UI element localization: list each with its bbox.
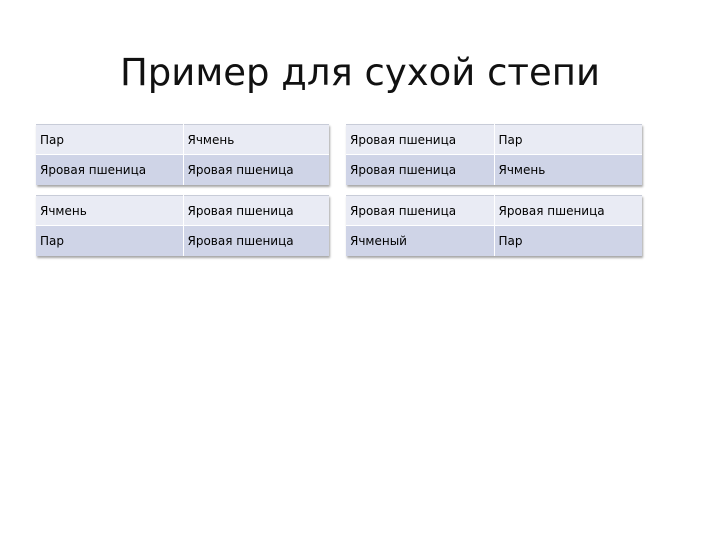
table-row [36,196,329,226]
table-cell: Яровая пшеница [494,196,642,226]
table-row [36,125,329,155]
table-row [36,226,329,257]
table-cell: Яровая пшеница [183,196,329,226]
table-row [346,155,642,186]
slide-title: Пример для сухой степи [119,51,600,94]
rotation-table-top-right [346,124,642,185]
table-cell: Ячменый [346,226,494,257]
table-row [346,226,642,257]
rotation-table-bottom-left [36,195,329,256]
table-cell: Яровая пшеница [36,155,183,186]
table-cell: Яровая пшеница [183,155,329,186]
table-cell: Ячмень [183,125,329,155]
table-row [36,155,329,186]
table-cell: Пар [36,125,183,155]
table-cell: Ячмень [494,155,642,186]
table-cell: Пар [494,226,642,257]
rotation-table-bottom-right [346,195,642,256]
table-row [346,125,642,155]
table-cell: Пар [494,125,642,155]
table-cell: Яровая пшеница [346,155,494,186]
table-row [346,196,642,226]
table-cell: Яровая пшеница [346,125,494,155]
table-cell: Яровая пшеница [183,226,329,257]
table-cell: Пар [36,226,183,257]
table-cell: Яровая пшеница [346,196,494,226]
rotation-table-top-left [36,124,329,185]
table-cell: Ячмень [36,196,183,226]
